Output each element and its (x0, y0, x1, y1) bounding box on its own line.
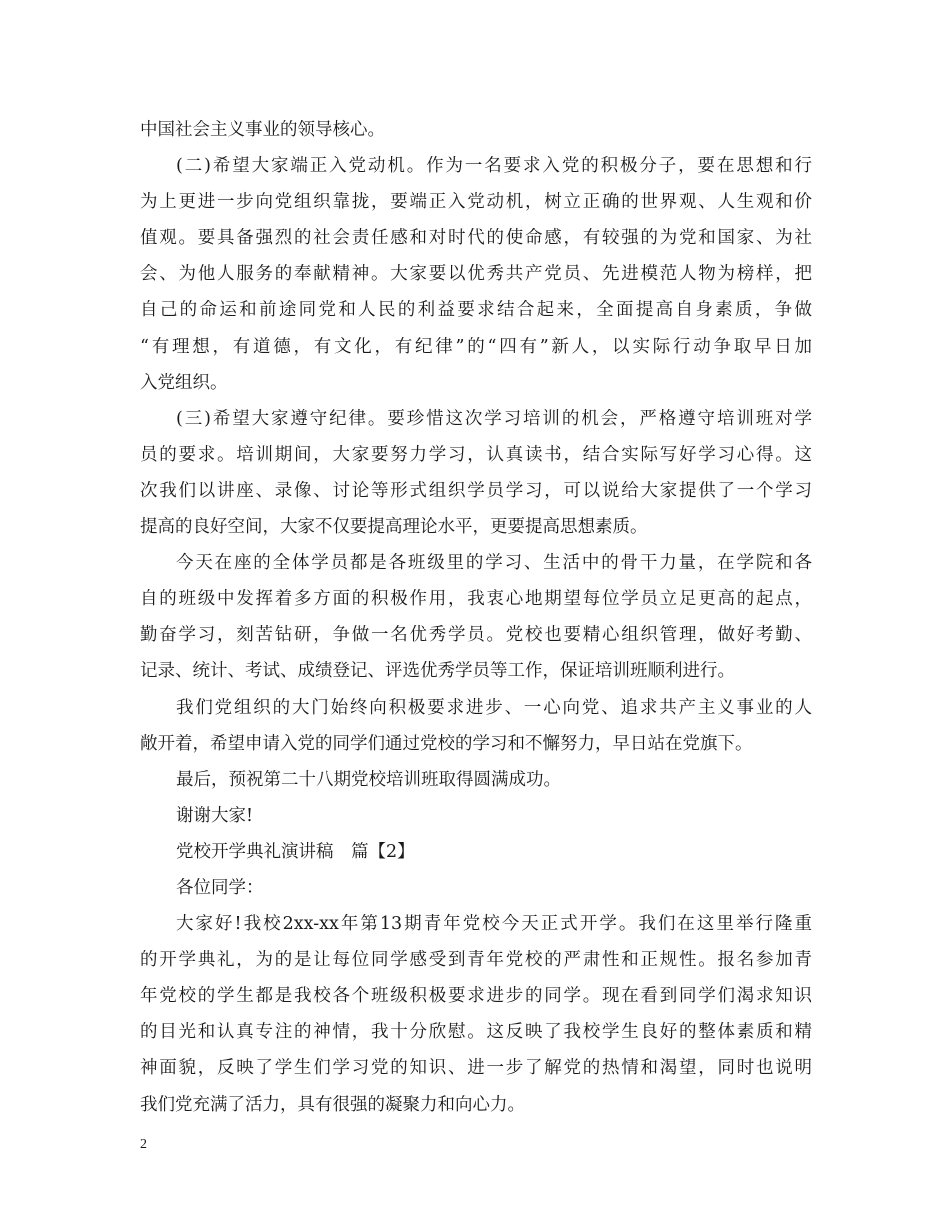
text-line: (三)希望大家遵守纪律。要珍惜这次学习培训的机会，严格遵守培训班对学 (176, 408, 812, 429)
text-line: 自己的命运和前途同党和人民的利益要求结合起来，全面提高自身素质，争做 (140, 300, 812, 321)
text-line: 自的班级中发挥着多方面的积极作用，我衷心地期望每位学员立足更高的起点， (140, 589, 812, 610)
text-line: 中国社会主义事业的领导核心。 (140, 120, 385, 140)
text-line: 为上更进一步向党组织靠拢，要端正入党动机，树立正确的世界观、人生观和价 (140, 192, 812, 213)
text-line: 提高的良好空间，大家不仅要提高理论水平，更要提高思想素质。 (140, 517, 648, 538)
text-line: 最后，预祝第二十八期党校培训班取得圆满成功。 (176, 769, 561, 790)
text-line: 今天在座的全体学员都是各班级里的学习、生活中的骨干力量，在学院和各 (176, 553, 812, 574)
text-line: 会、为他人服务的奉献精神。大家要以优秀共产党员、先进模范人物为榜样，把 (140, 264, 812, 285)
text-line: 记录、统计、考试、成绩登记、评选优秀学员等工作，保证培训班顺利进行。 (140, 661, 735, 682)
text-line: (二)希望大家端正入党动机。作为一名要求入党的积极分子，要在思想和行 (176, 156, 812, 177)
text-line: 我们党组织的大门始终向积极要求进步、一心向党、追求共产主义事业的人 (176, 697, 812, 718)
section-heading: 党校开学典礼演讲稿 篇【2】 (176, 841, 415, 862)
document-body (140, 112, 812, 1123)
text-line: 神面貌，反映了学生们学习党的知识、进一步了解党的热情和渴望，同时也说明 (140, 1058, 812, 1079)
salutation: 各位同学： (176, 877, 264, 898)
text-line: 敞开着，希望申请入党的同学们通过党校的学习和不懈努力，早日站在党旗下。 (140, 733, 753, 754)
text-line: 大家好!我校2xx-xx年第13期青年党校今天正式开学。我们在这里举行隆重 (176, 914, 812, 935)
text-line: 员的要求。培训期间，大家要努力学习，认真读书，结合实际写好学习心得。这 (140, 444, 812, 465)
text-line: “有理想，有道德，有文化，有纪律”的“四有”新人，以实际行动争取早日加 (140, 336, 812, 357)
text-line: 值观。要具备强烈的社会责任感和对时代的使命感，有较强的为党和国家、为社 (140, 228, 812, 249)
text-line: 我们党充满了活力，具有很强的凝聚力和向心力。 (140, 1094, 525, 1115)
text-line: 谢谢大家! (176, 805, 254, 826)
text-line: 年党校的学生都是我校各个班级积极要求进步的同学。现在看到同学们渴求知识 (140, 986, 812, 1007)
text-line: 的目光和认真专注的神情，我十分欣慰。这反映了我校学生良好的整体素质和精 (140, 1022, 812, 1043)
text-line: 勤奋学习，刻苦钻研，争做一名优秀学员。党校也要精心组织管理，做好考勤、 (140, 625, 812, 646)
text-line: 次我们以讲座、录像、讨论等形式组织学员学习，可以说给大家提供了一个学习 (140, 480, 812, 501)
text-line: 入党组织。 (140, 372, 228, 393)
text-line: 的开学典礼，为的是让每位同学感受到青年党校的严肃性和正规性。报名参加青 (140, 950, 812, 971)
page-number: 2 (140, 1137, 147, 1152)
